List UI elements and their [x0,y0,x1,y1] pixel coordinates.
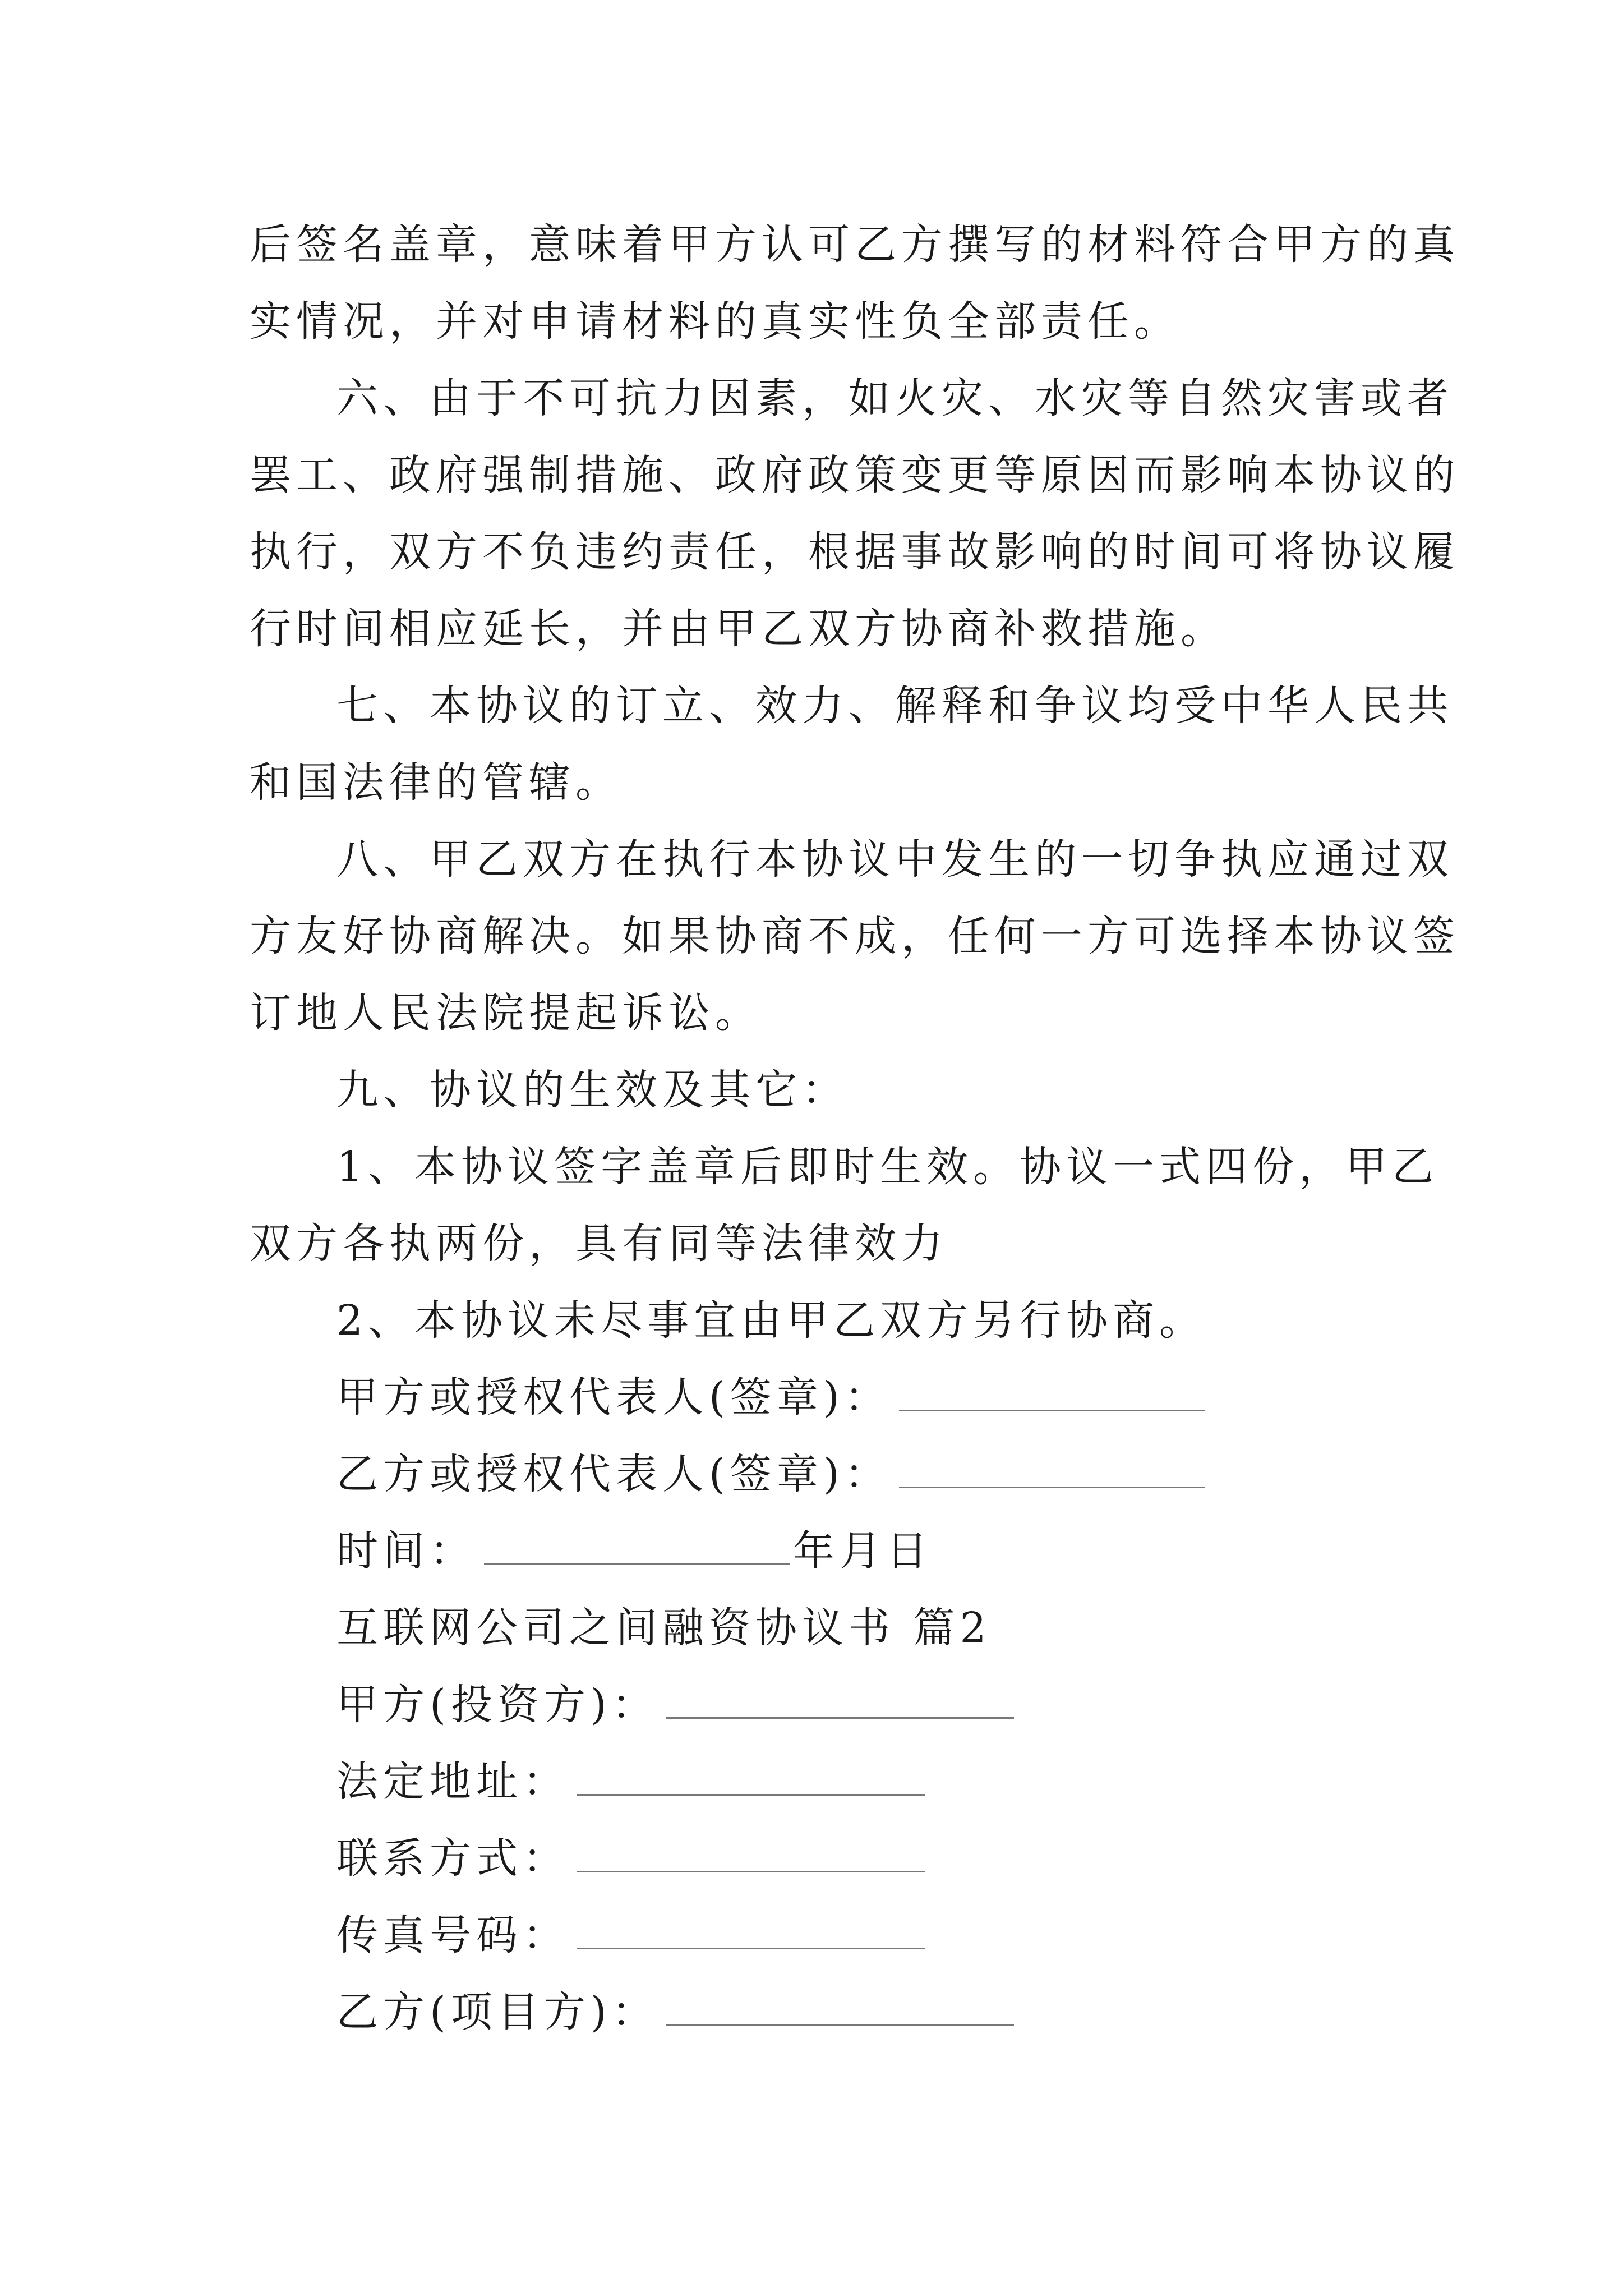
paragraph-line: 方友好协商解决。如果协商不成，任何一方可选择本协议签 [250,912,1460,960]
date-blank[interactable] [484,1526,790,1565]
party-a-signature-label: 甲方或授权代表人(签章)： [336,1373,891,1421]
investor-blank[interactable] [666,1680,1014,1719]
paragraph-line: 后签名盖章，意味着甲方认可乙方撰写的材料符合甲方的真 [250,220,1460,269]
party-a-signature-row [250,1359,1380,1436]
date-suffix: 年月日 [793,1527,933,1575]
clause-nine-title: 九、协议的生效及其它： [336,1066,849,1114]
contact-blank[interactable] [577,1834,925,1872]
project-party-row [250,1974,1380,2051]
contact-row [250,1820,1380,1897]
party-a-signature-blank[interactable] [899,1373,1205,1411]
clause-nine-item-1: 1、本协议签字盖章后即时生效。协议一式四份，甲乙 [336,1143,1439,1191]
fax-blank[interactable] [577,1911,925,1949]
clause-nine-item-2: 2、本协议未尽事宜由甲乙双方另行协商。 [336,1296,1206,1345]
paragraph-line: 行时间相应延长，并由甲乙双方协商补救措施。 [250,605,1227,653]
signing-date-row [250,1513,1380,1590]
investor-label: 甲方(投资方)： [336,1681,658,1729]
party-b-signature-blank[interactable] [899,1450,1205,1488]
paragraph-line: 罢工、政府强制措施、政府政策变更等原因而影响本协议的 [250,451,1460,499]
clause-seven: 七、本协议的订立、效力、解释和争议均受中华人民共 [336,682,1454,730]
project-party-label: 乙方(项目方)： [336,1988,658,2036]
party-b-signature-label: 乙方或授权代表人(签章)： [336,1450,891,1498]
fax-label: 传真号码： [336,1911,569,1959]
party-b-signature-row [250,1436,1380,1513]
paragraph-line: 和国法律的管辖。 [250,758,622,807]
document-body [250,206,1460,2051]
clause-eight: 八、甲乙双方在执行本协议中发生的一切争执应通过双 [336,835,1454,884]
contact-label: 联系方式： [336,1834,569,1883]
paragraph-line: 实情况，并对申请材料的真实性负全部责任。 [250,297,1181,346]
paragraph-line: 执行，双方不负违约责任，根据事故影响的时间可将协议履 [250,528,1460,576]
section-heading: 互联网公司之间融资协议书 篇2 [336,1604,992,1652]
project-party-blank[interactable] [666,1987,1014,2026]
paragraph-line: 双方各执两份，具有同等法律效力 [250,1220,948,1268]
time-label: 时间： [336,1527,476,1575]
clause-six: 六、由于不可抗力因素，如火灾、水灾等自然灾害或者 [336,374,1454,422]
paragraph-line: 订地人民法院提起诉讼。 [250,989,762,1037]
address-row [250,1743,1380,1820]
investor-row [250,1667,1380,1743]
address-blank[interactable] [577,1757,925,1796]
fax-row [250,1897,1380,1974]
address-label: 法定地址： [336,1757,569,1806]
